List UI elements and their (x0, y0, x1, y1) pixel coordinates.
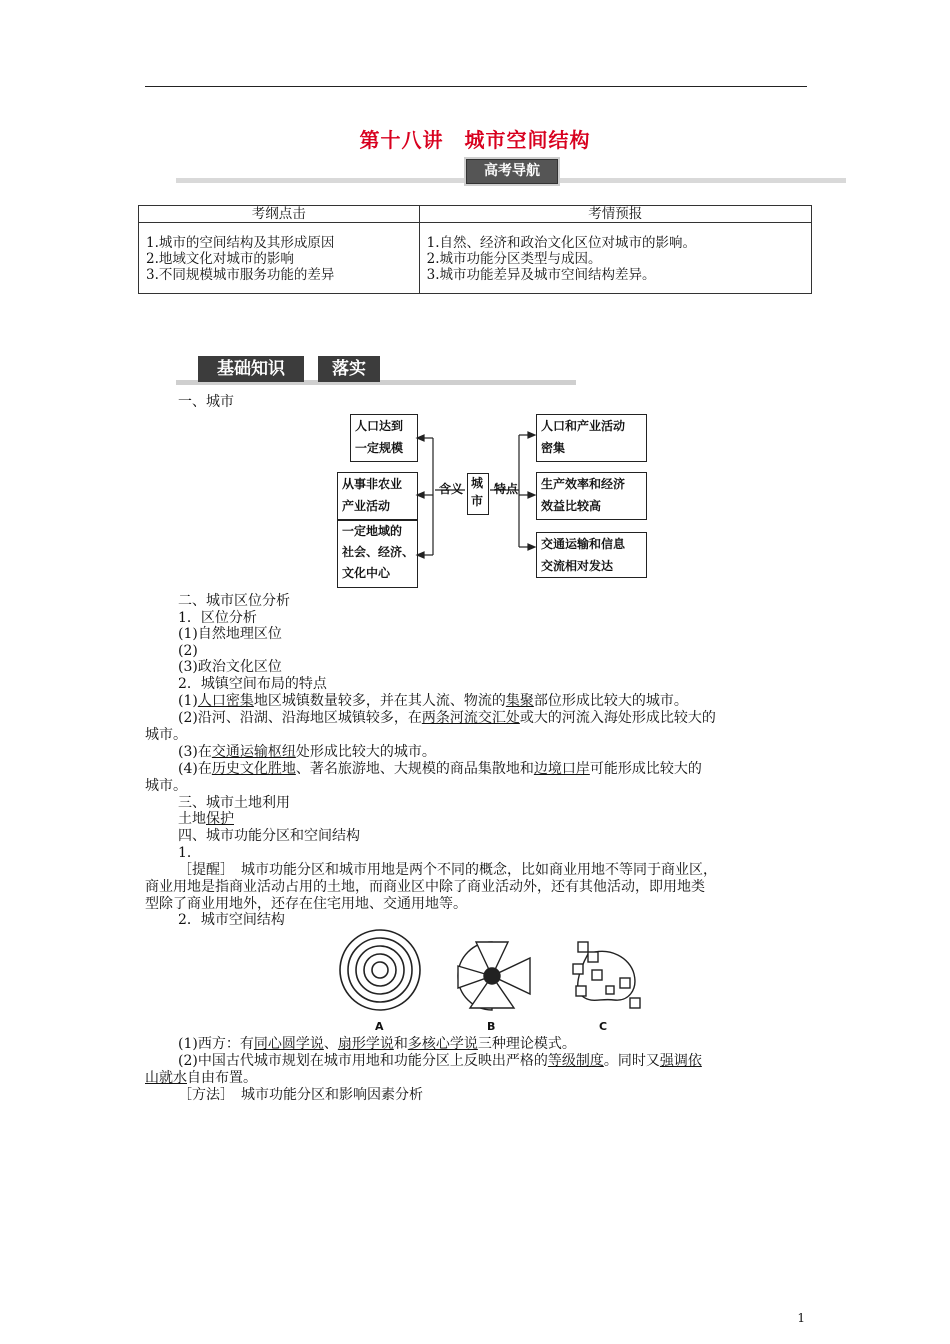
text: 土地 (178, 811, 206, 827)
diagram-box-nonagriculture (337, 472, 418, 520)
diagram-box-transport (536, 532, 647, 578)
text: 、 (323, 1036, 338, 1052)
text: 或大的河流入海处形成比较大的 (519, 710, 716, 726)
nav-label: 高考导航 (466, 159, 558, 184)
paragraph-cont: 城市。 (145, 727, 187, 743)
diagram-box-population (350, 414, 418, 462)
key-term: 两条河流交汇处 (421, 710, 520, 726)
box-text: 生产效率和经济 效益比较高 (541, 477, 626, 513)
list-item: (1)自然地理区位 (178, 626, 282, 642)
table-header-right: 考情预报 (419, 206, 811, 223)
heading-2: 二、城市区位分析 (178, 593, 290, 609)
concentric-ring (348, 938, 412, 1002)
tip-line: ［提醒］ 城市功能分区和城市用地是两个不同的概念，比如商业用地不等同于商业区， (178, 862, 717, 878)
method-line: ［方法］ 城市功能分区和影响因素分析 (178, 1087, 423, 1103)
text: (3)在 (178, 744, 212, 760)
list-item: (2) (178, 643, 198, 659)
subheading: 1． (178, 845, 201, 861)
exam-guide-table (138, 205, 812, 294)
subheading: 2．城市空间结构 (178, 912, 285, 928)
key-term: 同心圆学说 (253, 1036, 324, 1052)
concentric-ring (364, 954, 396, 986)
list-item: 3.城市功能差异及城市空间结构差异。 (426, 267, 656, 283)
paragraph (178, 811, 234, 828)
list-item: 1.自然、经济和政治文化区位对城市的影响。 (426, 235, 696, 251)
text: (1)西方：有 (178, 1036, 254, 1052)
key-term: 人口密集 (197, 693, 254, 709)
key-term: 集聚 (505, 693, 534, 709)
text: (2)沿河、沿湖、沿海地区城镇较多，在 (178, 710, 422, 726)
concentric-ring (372, 962, 388, 978)
key-term: 历史文化胜地 (211, 761, 296, 777)
diagram-center-city (467, 473, 489, 515)
table-header-left: 考纲点击 (139, 206, 420, 223)
key-term: 等级制度 (547, 1053, 604, 1069)
sector-model (458, 942, 530, 1010)
text: 处形成比较大的城市。 (295, 744, 436, 760)
spatial-structure-figures (330, 928, 660, 1012)
diagram-box-efficiency (536, 472, 647, 520)
text: 、著名旅游地、大规模的商品集散地和 (295, 761, 534, 777)
text: 三种理论模式。 (477, 1036, 576, 1052)
paragraph (178, 1036, 576, 1053)
box-text: 一定地域的 社会、经济、 文化中心 (342, 524, 415, 580)
paragraph (178, 1053, 702, 1070)
figure-label-a: A (375, 1020, 384, 1033)
key-term: 保护 (206, 811, 234, 827)
key-term: 多核心学说 (407, 1036, 478, 1052)
paragraph (178, 744, 436, 761)
list-item: 1.城市的空间结构及其形成原因 (146, 235, 335, 251)
text: 可能形成比较大的 (589, 761, 702, 777)
figure-label-b: B (487, 1020, 496, 1033)
connector-features: 特点 (494, 482, 519, 496)
key-term: 山就水 (145, 1070, 187, 1086)
multiple-nuclei-model (573, 942, 640, 1008)
subheading: 1．区位分析 (178, 610, 257, 626)
page-title: 第十八讲 城市空间结构 (359, 128, 591, 152)
list-item: 2.地域文化对城市的影响 (146, 251, 294, 267)
heading-1: 一、城市 (178, 394, 234, 410)
key-term: 强调依 (659, 1053, 702, 1069)
text: (2)中国古代城市规划在城市用地和功能分区上反映出严格的 (178, 1053, 548, 1069)
text: 地区城镇数量较多，并在其人流、物流的 (253, 693, 506, 709)
box-text: 城 市 (471, 476, 484, 508)
concentric-ring (340, 930, 420, 1010)
key-term: 扇形学说 (337, 1036, 394, 1052)
connector-meaning: 含义 (439, 482, 464, 496)
text: 。同时又 (603, 1053, 660, 1069)
subheading: 2．城镇空间布局的特点 (178, 676, 327, 692)
table-cell-left (139, 223, 420, 294)
diagram-box-dense (536, 414, 647, 462)
paragraph-cont: 城市。 (145, 778, 187, 794)
box-text: 人口和产业活动 密集 (541, 419, 626, 455)
text: 自由布置。 (187, 1070, 257, 1086)
paragraph (178, 710, 716, 727)
tip-line: 型除了商业用地外，还存在住宅用地、交通用地等。 (145, 896, 467, 912)
section-tab-practice: 落实 (318, 356, 380, 382)
key-term: 边境口岸 (533, 761, 590, 777)
list-item: 3.不同规模城市服务功能的差异 (146, 267, 335, 283)
top-rule (145, 86, 807, 87)
text: (1) (178, 693, 198, 709)
heading-3: 三、城市土地利用 (178, 795, 290, 811)
box-text: 交通运输和信息 交流相对发达 (541, 537, 626, 573)
text: 部位形成比较大的城市。 (533, 693, 688, 709)
figure-label-c: C (599, 1020, 608, 1033)
paragraph-cont (145, 1070, 257, 1087)
list-item: (3)政治文化区位 (178, 659, 282, 675)
table-cell-right (419, 223, 811, 294)
page-number: 1 (797, 1311, 805, 1325)
box-text: 人口达到 一定规模 (355, 419, 404, 455)
text: 和 (393, 1036, 408, 1052)
heading-4: 四、城市功能分区和空间结构 (178, 828, 360, 844)
key-term: 交通运输枢纽 (211, 744, 296, 760)
list-item: 2.城市功能分区类型与成因。 (426, 251, 602, 267)
diagram-box-regional-center (337, 520, 418, 588)
text: (4)在 (178, 761, 212, 777)
tip-line: 商业用地是指商业活动占用的土地，而商业区中除了商业活动外，还有其他活动，即用地类 (145, 879, 705, 895)
paragraph (178, 761, 702, 778)
section-tab-basics: 基础知识 (198, 356, 304, 382)
box-text: 从事非农业 产业活动 (342, 477, 403, 513)
paragraph (178, 693, 688, 710)
